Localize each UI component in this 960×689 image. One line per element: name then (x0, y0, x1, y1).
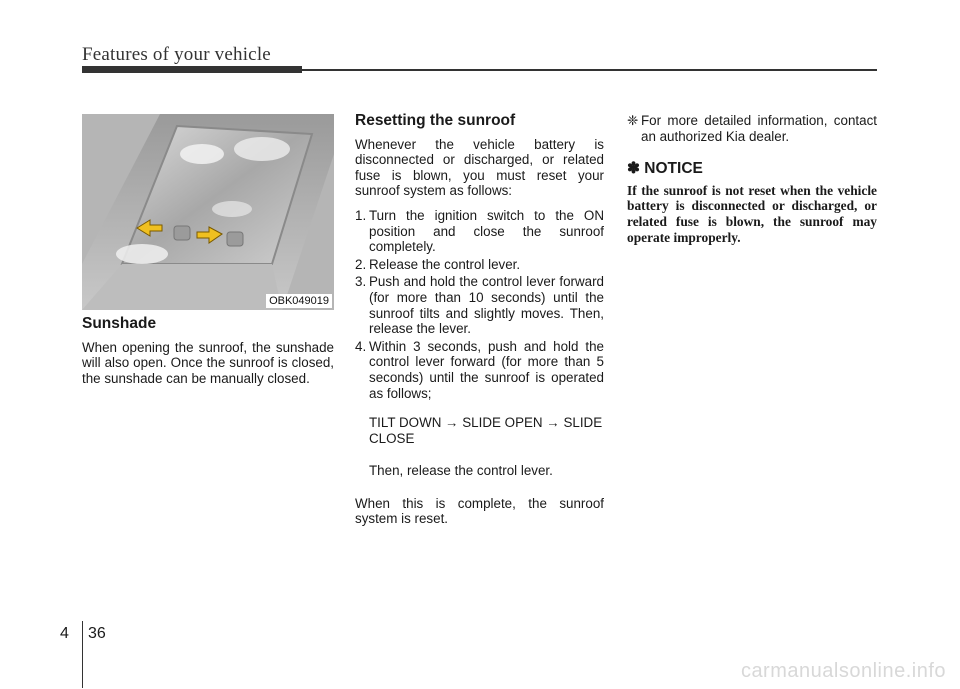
notice-body: If the sunroof is not reset when the vehicle battery is disconnected or discharged, or related fuse is blown, the sunroof may operate improperly. (627, 182, 877, 245)
header-bar (82, 66, 302, 73)
footer-section-number: 4 (60, 625, 69, 642)
step-number: 3. (355, 274, 367, 290)
step-number: 1. (355, 207, 367, 223)
reset-step-2 (355, 257, 604, 273)
sunroof-photo (82, 114, 334, 310)
step-text: Push and hold the control lever forward (for more than 10 seconds) until the sunroof tilts and slightly moves. Then, release the lever. (369, 274, 604, 337)
info-note (627, 113, 877, 144)
footer-divider (82, 621, 83, 688)
reset-section (355, 113, 604, 536)
watermark: carmanualsonline.info (740, 660, 946, 682)
sunroof-lever-left (174, 226, 190, 240)
notice-heading: ✽ NOTICE (627, 160, 703, 178)
reset-step-3 (355, 274, 604, 336)
reset-sequence: TILT DOWN → SLIDE OPEN → SLIDE CLOSE (369, 415, 603, 446)
figure-code: OBK049019 (266, 294, 332, 308)
reset-outro: When this is complete, the sunroof system is reset. (355, 495, 604, 527)
info-text: For more detailed information, contact an authorized Kia dealer. (641, 113, 877, 144)
sunshade-heading: Sunshade (82, 315, 157, 332)
page-header-title: Features of your vehicle (82, 44, 271, 65)
reset-step-1 (355, 208, 604, 255)
reset-intro: Whenever the vehicle battery is disconnected or discharged, or related fuse is blown, you must reset your sunroof system as follows: (355, 136, 604, 199)
step-number: 4. (355, 338, 367, 354)
reset-heading: Resetting the sunroof (355, 112, 516, 129)
reset-then: Then, release the control lever. (369, 463, 553, 479)
sunshade-section (82, 316, 334, 395)
step-text: Within 3 seconds, push and hold the control lever forward (for more than 5 seconds) until the sunroof is operated as follows; (369, 338, 604, 401)
notice-column (627, 113, 877, 245)
sunshade-body: When opening the sunroof, the sunshade will also open. Once the sunroof is closed, the sunshade can be manually closed. (82, 339, 334, 386)
step-text: Turn the ignition switch to the ON position and close the sunroof completely. (369, 207, 604, 255)
header-rule (302, 69, 877, 71)
step-number: 2. (355, 256, 367, 272)
sunroof-illustration (82, 114, 334, 310)
footer-page-number: 36 (88, 625, 106, 642)
sunroof-lever-right (227, 232, 243, 246)
step-text: Release the control lever. (369, 256, 521, 272)
reset-step-4 (355, 339, 604, 401)
info-symbol-icon: ❈ (627, 113, 639, 128)
